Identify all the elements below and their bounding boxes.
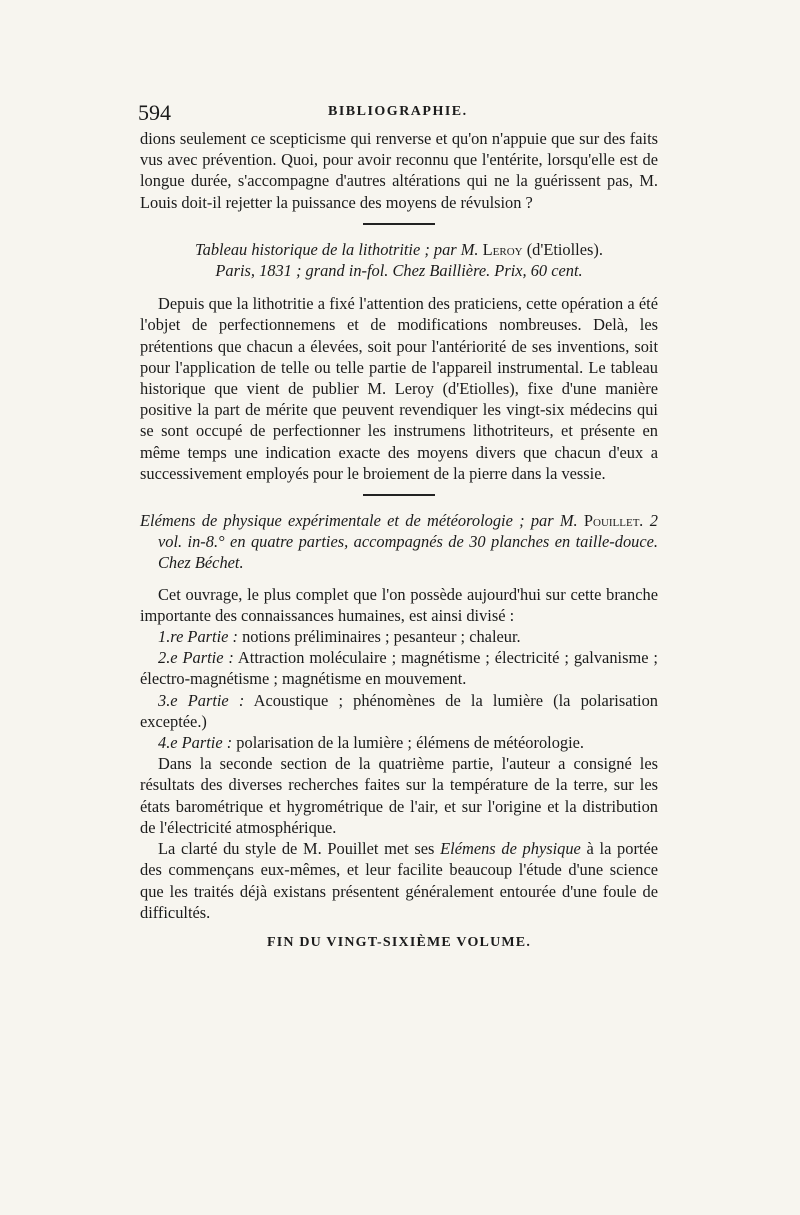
part-text: Acoustique ; phénomènes de la lumière (la polarisation exceptée.)	[140, 690, 658, 731]
part-item	[140, 647, 658, 689]
p3-book-title: Elémens de physique	[440, 839, 581, 859]
entry2-title: Elémens de physique expérimentale et de météorologie ; par M.	[140, 511, 584, 531]
p3-text-a: La clarté du style de M. Pouillet met ses	[158, 839, 441, 859]
entry1-reference	[140, 239, 658, 281]
part-label: 2.e Partie :	[158, 648, 234, 668]
page-number: 594	[138, 100, 171, 125]
entry2-paragraph-2: Dans la seconde section de la quatrième partie, l'auteur a consigné les résultats des diverses recherches faites sur la température de la terre, sur les états barométrique et hygrométrique de l'air, et sur l'origine et la distribution de l'électricité atmosphérique.	[140, 754, 658, 837]
section-rule	[363, 223, 435, 225]
part-label: 1.re Partie :	[158, 627, 238, 647]
entry2-title-b: . 2 vol. in-8.° en quatre parties, accompagnés de 30 planches en taille-douce. Chez Béchet.	[158, 511, 658, 573]
entry2-author: Pouillet	[583, 511, 640, 531]
entry1-text: Depuis que la lithotritie a fixé l'attention des praticiens, cette opération a été l'objet de perfectionnemens et de modifications nombreuses. Delà, les prétentions que chacun a élevées, soit pour l'antériorité de ses inventions, soit pour l'application de telle ou telle partie de l'appareil instrumental. Le tableau historique que vient de publier M. Leroy (d'Etiolles), fixe d'une manière positive la part de mérite que peuvent revendiquer les vingt-six médecins qui se sont occupé de perfectionner les instrumens lithotriteurs, et présente en même temps une indication exacte des moyens divers que chacun d'eux a successivement employés pour le broiement de la pierre dans la vessie.	[140, 294, 658, 483]
part-label: 3.e Partie :	[158, 690, 245, 710]
page-header	[138, 100, 658, 130]
entry2-reference	[140, 510, 658, 574]
entry1-title: Tableau historique de la lithotritie ; par M.	[195, 239, 483, 259]
entry1-title-b: (d'Etiolles).	[522, 239, 603, 259]
part-item	[140, 690, 658, 732]
part-item	[140, 626, 658, 647]
section-rule-2	[363, 494, 435, 496]
intro-paragraph: dions seulement ce scepticisme qui renverse et qu'on n'appuie que sur des faits vus avec prévention. Quoi, pour avoir reconnu que l'entérite, lorsqu'elle est de longue durée, s'accompagne d'autres altérations qui ne la guérissent pas, M. Louis doit-il rejetter la puissance des moyens de révulsion ?	[140, 129, 658, 212]
part-text: polarisation de la lumière ; élémens de météorologie.	[232, 733, 585, 753]
entry2-intro: Cet ouvrage, le plus complet que l'on possède aujourd'hui sur cette branche importante des connaissances humaines, est ainsi divisé :	[140, 584, 658, 625]
part-text: notions préliminaires ; pesanteur ; chaleur.	[237, 627, 521, 647]
part-text: Attraction moléculaire ; magnétisme ; électricité ; galvanisme ; électro-magnétisme ; magnétisme en mouvement.	[140, 648, 658, 689]
entry1-author: Leroy	[482, 239, 523, 259]
p3-text-b: à la portée des commençans eux-mêmes, et leur facilite beaucoup l'étude d'une science que les traités déjà existans présentent généralement entourée d'une foule de difficultés.	[140, 839, 659, 922]
entry1-publication: Paris, 1831 ; grand in-fol. Chez Baillière. Prix, 60 cent.	[215, 261, 583, 281]
running-head: BIBLIOGRAPHIE.	[328, 104, 468, 119]
part-item	[140, 732, 658, 753]
volume-end: FIN DU VINGT-SIXIÈME VOLUME.	[266, 934, 532, 950]
entry2-paragraph-3	[140, 838, 658, 923]
page-body	[140, 128, 658, 951]
part-label: 4.e Partie :	[158, 733, 233, 753]
